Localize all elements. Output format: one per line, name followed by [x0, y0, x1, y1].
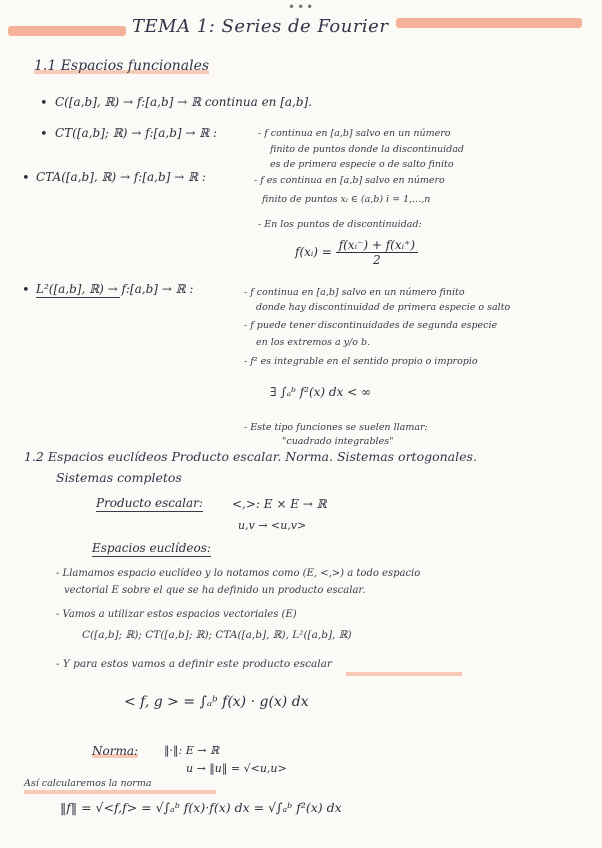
item-ct-definition: CT([a,b]; ℝ) → f:[a,b] → ℝ : — [55, 126, 218, 140]
item-l2-desc-5: - f² es integrable en el sentido propio o impropio — [244, 356, 478, 367]
item-cta-desc-1: - f es continua en [a,b] salvo en número — [254, 175, 445, 186]
producto-intro-highlight — [346, 672, 462, 676]
espacios-list: C([a,b]; ℝ); CT([a,b]; ℝ); CTA([a,b], ℝ), L²([a,b], ℝ) — [82, 629, 352, 641]
item-l2-desc-4: en los extremos a y/o b. — [256, 337, 371, 348]
item-ct-desc-1: - f continua en [a,b] salvo en un número — [258, 128, 451, 139]
item-l2-underline — [36, 297, 120, 298]
asi-highlight — [24, 790, 216, 794]
euclideo-def-line1: - Llamamos espacio euclídeo y lo notamos como (E, <,>) a todo espacio — [56, 568, 421, 579]
item-ct-desc-2: finito de puntos donde la discontinuidad — [270, 144, 464, 155]
norm-formula: ‖f‖ = √<f,f> = √∫ₐᵇ f(x)·f(x) dx = √∫ₐᵇ f²(x) dx — [60, 800, 342, 815]
espacios-euclideos-label: Espacios euclídeos: — [92, 541, 211, 555]
page-title: TEMA 1: Series de Fourier — [132, 16, 389, 37]
section-heading-1-2-line2: Sistemas completos — [56, 470, 182, 485]
item-c-definition: C([a,b], ℝ) → f:[a,b] → ℝ continua en [a,b]. — [55, 95, 313, 109]
item-l2-desc-3: - f puede tener discontinuidades de segunda especie — [244, 320, 498, 331]
item-cta-desc-2: finito de puntos xᵢ ∈ (a,b) i = 1,...,n — [262, 194, 431, 205]
euclideo-def-line2: vectorial E sobre el que se ha definido un producto escalar. — [64, 585, 366, 596]
bullet: • — [40, 96, 48, 111]
bullet: • — [22, 283, 30, 298]
item-l2-definition: L²([a,b], ℝ) → f:[a,b] → ℝ : — [36, 282, 194, 296]
section-heading-1-1: 1.1 Espacios funcionales — [34, 58, 210, 74]
item-cta-definition: CTA([a,b], ℝ) → f:[a,b] → ℝ : — [36, 170, 206, 184]
formula-lhs: f(xᵢ) = — [295, 245, 332, 259]
section-heading-1-2: 1.2 Espacios euclídeos Producto escalar. Norma. Sistemas ortogonales. — [24, 449, 477, 464]
title-highlight-right — [396, 18, 582, 28]
espacios-list-intro: - Vamos a utilizar estos espacios vectoriales (E) — [56, 609, 297, 620]
item-l2-desc-7: - Este tipo funciones se suelen llamar: — [244, 422, 428, 433]
inner-product-formula: < f, g > = ∫ₐᵇ f(x) · g(x) dx — [124, 694, 309, 710]
item-l2-desc-2: donde hay discontinuidad de primera especie o salto — [256, 302, 511, 313]
title-highlight-left — [8, 26, 126, 36]
item-l2-integral: ∃ ∫ₐᵇ f²(x) dx < ∞ — [270, 385, 372, 399]
norma-map: ‖·‖: E → ℝ — [164, 744, 220, 757]
formula-denominator: 2 — [373, 253, 381, 267]
norma-map2: u → ‖u‖ = √<u,u> — [186, 762, 287, 775]
item-l2-desc-1: - f continua en [a,b] salvo en un número finito — [244, 287, 465, 298]
item-ct-desc-3: es de primera especie o de salto finito — [270, 159, 454, 170]
menu-dots-icon[interactable]: ••• — [288, 0, 316, 14]
producto-intro: - Y para estos vamos a definir este producto escalar — [56, 658, 332, 670]
bullet: • — [40, 127, 48, 142]
formula-fraction — [336, 238, 418, 267]
producto-escalar-map2: u,v → <u,v> — [238, 519, 307, 532]
item-cta-desc-3: - En los puntos de discontinuidad: — [258, 219, 422, 230]
producto-escalar-map: <,>: E × E → ℝ — [232, 497, 327, 511]
bullet: • — [22, 171, 30, 186]
producto-escalar-label: Producto escalar: — [96, 496, 203, 510]
discontinuity-formula — [295, 238, 418, 267]
item-l2-desc-8: "cuadrado integrables" — [282, 436, 394, 447]
norma-label: Norma: — [92, 744, 139, 758]
formula-numerator: f(xᵢ⁻) + f(xᵢ⁺) — [336, 238, 418, 253]
asi-calcularemos: Así calcularemos la norma — [24, 778, 152, 789]
